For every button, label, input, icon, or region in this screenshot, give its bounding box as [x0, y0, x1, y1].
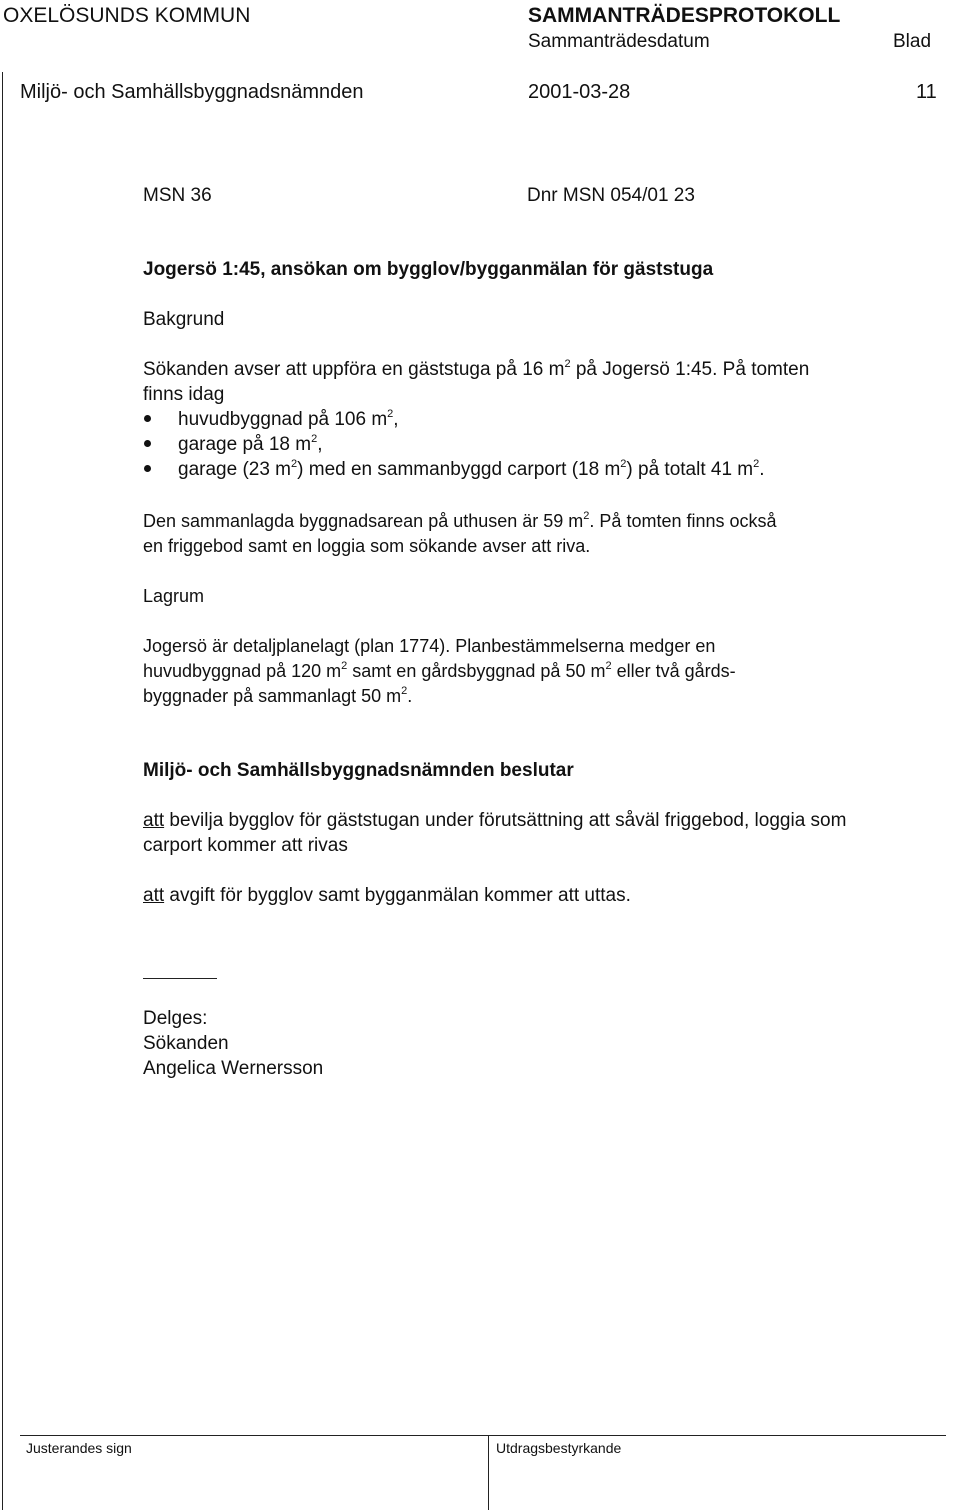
background-intro-line2: finns idag — [143, 384, 225, 405]
decision-clause-1-line2: carport kommer att rivas — [143, 835, 348, 856]
certificate-label: Utdragsbestyrkande — [496, 1440, 622, 1456]
bullet-icon — [144, 465, 151, 472]
distribution-heading: Delges: — [143, 1008, 208, 1029]
footer-top-line — [20, 1435, 946, 1436]
page-number: 11 — [916, 81, 937, 103]
page-label: Blad — [893, 31, 932, 52]
distribution-recipient: Angelica Wernersson — [143, 1058, 324, 1079]
separator-line — [143, 978, 217, 979]
item-number: MSN 36 — [143, 185, 212, 206]
meeting-date: 2001-03-28 — [528, 81, 631, 103]
list-item: garage (23 $m^2$) med en sammanbyggd carport (18 $m^2$) på totalt 41 $m^2$. — [178, 457, 765, 480]
decision-clause-2: att avgift för bygglov samt bygganmälan kommer att uttas. — [143, 885, 631, 906]
document-type: SAMMANTRÄDESPROTOKOLL — [528, 4, 841, 27]
bullet-icon — [144, 415, 151, 422]
background-heading: Bakgrund — [143, 309, 225, 330]
distribution-recipient: Sökanden — [143, 1033, 229, 1054]
background-intro-line1: Sökanden avser att uppföra en gäststuga på 16 $m^2$ på Jogersö 1:45. På tomten — [143, 357, 810, 380]
diary-number: Dnr MSN 054/01 23 — [527, 185, 695, 206]
date-label: Sammanträdesdatum — [528, 31, 710, 52]
law-heading: Lagrum — [143, 586, 205, 606]
footer-divider-line — [488, 1436, 489, 1510]
list-item: huvudbyggnad på 106 $m^2$, — [178, 407, 399, 430]
item-title: Jogersö 1:45, ansökan om bygglov/bygganmälan för gäststuga — [143, 259, 714, 280]
background-para2-line1: Den sammanlagda byggnadsarean på uthusen är 59 $m^2$. På tomten finns också — [143, 510, 777, 531]
law-line3: byggnader på sammanlagt 50 $m^2$. — [143, 685, 413, 706]
decision-heading: Miljö- och Samhällsbyggnadsnämnden beslutar — [143, 760, 574, 781]
decision-clause-1-line1: att bevilja bygglov för gäststugan under förutsättning att såväl friggebod, loggia som — [143, 810, 847, 831]
law-line2: huvudbyggnad på 120 $m^2$ samt en gårdsbyggnad på 50 $m^2$ eller två gårds- — [143, 660, 736, 681]
bullet-icon — [144, 440, 151, 447]
committee-name: Miljö- och Samhällsbyggnadsnämnden — [20, 81, 364, 103]
law-line1: Jogersö är detaljplanelagt (plan 1774). Planbestämmelserna medger en — [143, 636, 716, 656]
list-item: garage på 18 $m^2$, — [178, 432, 323, 455]
municipality-name: OXELÖSUNDS KOMMUN — [3, 4, 251, 27]
left-margin-line — [2, 72, 3, 1510]
background-para2-line2: en friggebod samt en loggia som sökande avser att riva. — [143, 536, 591, 556]
signature-label: Justerandes sign — [26, 1440, 132, 1456]
